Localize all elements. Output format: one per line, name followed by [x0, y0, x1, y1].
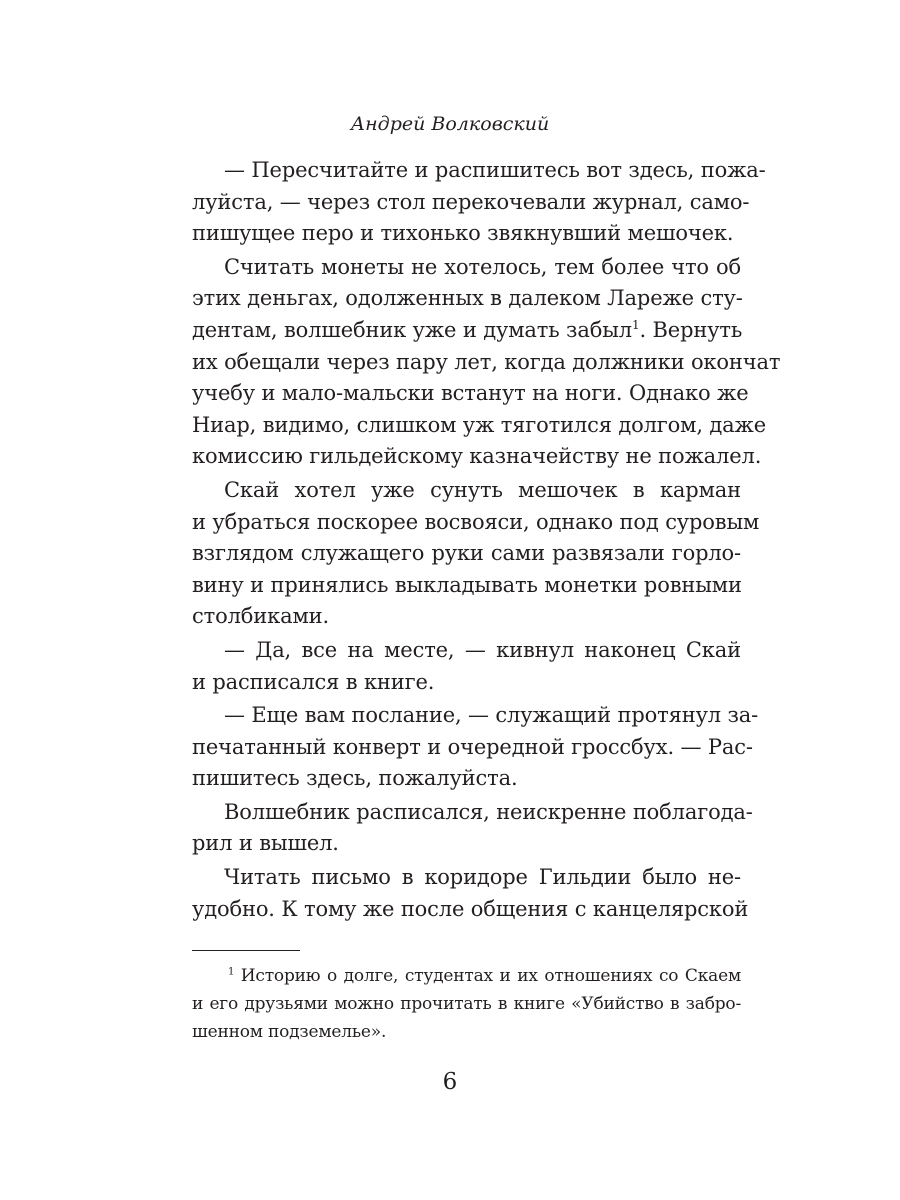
page-number: 6	[442, 1069, 458, 1095]
footnote-line: шенном подземелье».	[192, 1022, 387, 1042]
body-line: взглядом служащего руки сами развязали горло-	[192, 541, 741, 566]
body-line: — Пересчитайте и распишитесь вот здесь, пожа-	[224, 158, 766, 182]
body-line: вину и принялись выкладывать монетки ровными	[192, 572, 742, 597]
body-line: и убраться поскорее восвояси, однако под суровым	[192, 509, 760, 534]
body-line: Скай хотел уже сунуть мешочек в карман	[224, 477, 741, 502]
footnote-line-text: Историю о долге, студентах и их отношениях со Скаем	[240, 966, 741, 986]
body-line: этих деньгах, одолженных в далеком Лареже сту-	[192, 286, 743, 311]
footnote	[192, 962, 741, 1046]
body-line-with-footnote-ref	[192, 315, 741, 347]
body-line: луйста, — через стол перекочевали журнал, само-	[192, 189, 750, 214]
body-line-tail: . Вернуть	[639, 317, 743, 342]
body-line: пишитесь здесь, пожалуйста.	[192, 766, 518, 791]
body-line: столбиками.	[192, 604, 330, 629]
body-line: рил и вышел.	[192, 831, 339, 856]
body-line: печатанный конверт и очередной гроссбух. — Рас-	[192, 734, 753, 759]
body-line: Читать письмо в коридоре Гильдии было не-	[224, 865, 741, 890]
body-text	[192, 155, 781, 925]
body-line: комиссию гильдейскому казначейству не пожалел.	[192, 444, 762, 469]
body-line: — Да, все на месте, — кивнул наконец Скай	[224, 637, 741, 662]
body-line: и расписался в книге.	[192, 669, 435, 694]
body-line: учебу и мало-мальски встанут на ноги. Однако же	[192, 381, 749, 406]
body-line: Волшебник расписался, неискренне поблагода-	[224, 799, 753, 824]
footnote-line	[192, 962, 741, 990]
footnote-reference: 1	[631, 317, 640, 332]
body-line: Ниар, видимо, слишком уж тяготился долгом, даже	[192, 412, 766, 437]
body-line: Считать монеты не хотелось, тем более что об	[224, 254, 741, 279]
body-line: удобно. К тому же после общения с канцелярской	[192, 896, 749, 921]
body-line: — Еще вам послание, — служащий протянул за-	[224, 703, 759, 728]
footnote-separator	[192, 950, 300, 951]
body-line: их обещали через пару лет, когда должники окончат	[192, 349, 781, 374]
footnote-line: и его друзьями можно прочитать в книге «Убийство в забро-	[192, 994, 741, 1014]
body-line-text: дентам, волшебник уже и думать забыл	[192, 317, 632, 342]
running-head: Андрей Волковский	[350, 113, 550, 135]
body-line: пишущее перо и тихонько звякнувший мешочек.	[192, 221, 734, 246]
footnote-marker: 1	[228, 966, 235, 978]
